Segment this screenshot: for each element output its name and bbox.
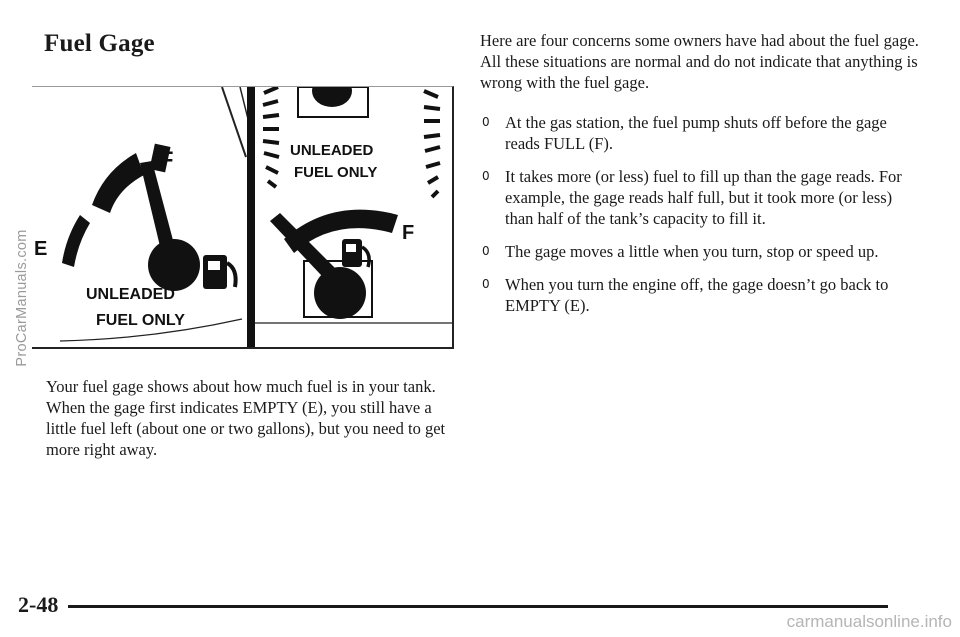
right-gauge-full-mark: F xyxy=(402,222,415,244)
right-gauge-fuel-type-line2: FUEL ONLY xyxy=(294,164,378,181)
page-number: 2-48 xyxy=(18,592,59,617)
list-item xyxy=(480,241,910,262)
bullet-marker: 0 xyxy=(482,244,490,258)
concerns-list xyxy=(480,112,910,328)
bullet-marker: 0 xyxy=(482,277,490,291)
left-gauge-arc-lower xyxy=(62,215,90,267)
right-gauge-right-ticks xyxy=(424,91,440,197)
concern-text: The gage moves a little when you turn, stop or speed up. xyxy=(505,242,879,261)
section-title: Fuel Gage xyxy=(44,30,155,57)
left-fuel-pump-icon xyxy=(203,255,236,289)
concern-text: It takes more (or less) fuel to fill up than the gage reads. For example, the gage reads half full, but it took more (or less) than half of the tank’s capacity to fill it. xyxy=(505,167,902,228)
left-gauge-fuel-type-line2: FUEL ONLY xyxy=(96,312,185,329)
right-gauge-top-hub xyxy=(312,87,352,107)
left-gauge-fuel-type-line1: UNLEADED xyxy=(86,286,175,303)
bottom-watermark: carmanualsonline.info xyxy=(786,612,952,631)
left-gauge-hub xyxy=(148,239,200,291)
concerns-intro: Here are four concerns some owners have had about the fuel gage. All these situations are normal and do not indicate that anything is wrong with the fuel gage. xyxy=(480,31,919,92)
gauge-divider xyxy=(247,87,255,347)
list-item xyxy=(480,274,910,316)
right-gauge-hub xyxy=(314,267,366,319)
right-gauge-fuel-type-line1: UNLEADED xyxy=(290,142,374,159)
footer-rule xyxy=(68,605,888,608)
fuel-gage-drawing xyxy=(32,87,452,347)
right-fuel-pump-icon xyxy=(342,239,369,267)
left-gauge-arc xyxy=(92,153,144,213)
list-item xyxy=(480,166,910,229)
left-gauge-empty-mark: E xyxy=(34,238,48,260)
fuel-gage-illustration xyxy=(32,86,454,349)
right-gauge-left-ticks xyxy=(263,87,279,187)
left-gauge-full-mark: F xyxy=(160,147,174,172)
side-watermark: ProCarManuals.com xyxy=(14,229,30,367)
concern-text: At the gas station, the fuel pump shuts off before the gage reads FULL (F). xyxy=(505,113,887,153)
fuel-gage-description: Your fuel gage shows about how much fuel is in your tank. When the gage first indicates EMPTY (E), you still have a little fuel left (about one or two gallons), but you need to get more right away. xyxy=(46,377,446,459)
bullet-marker: 0 xyxy=(482,169,490,183)
bullet-marker: 0 xyxy=(482,115,490,129)
list-item xyxy=(480,112,910,154)
concern-text: When you turn the engine off, the gage doesn’t go back to EMPTY (E). xyxy=(505,275,889,315)
